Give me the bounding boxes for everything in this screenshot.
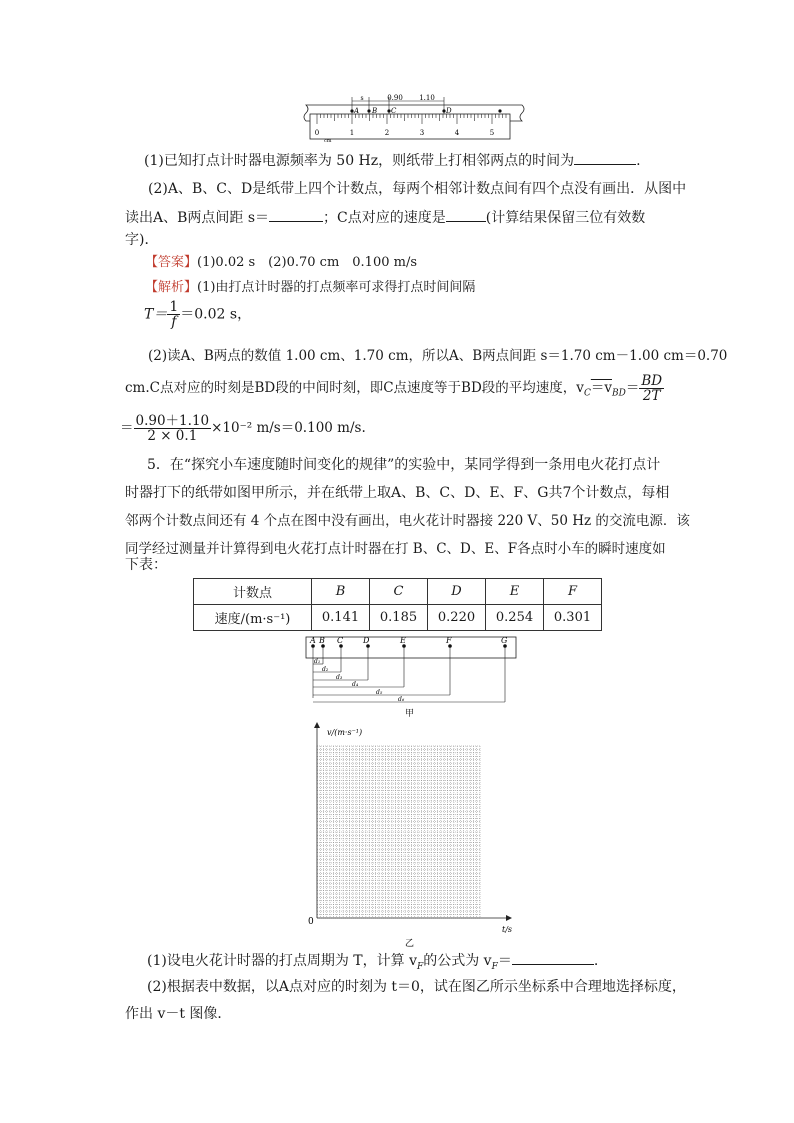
dim-label-110: 1.10 — [419, 94, 435, 102]
tape-label-d: D — [363, 636, 370, 645]
ruler-number-3: 3 — [419, 129, 425, 137]
p4-q1: (1)已知打点计时器电源频率为 50 Hz，则纸带上打相邻两点的时间为 . — [144, 150, 641, 171]
calc-eq: ＝ — [120, 420, 134, 436]
table-speed-row — [194, 605, 602, 631]
p5-line3-text: 邻两个计数点间还有 4 个点在图中没有画出，电火花计时器接 220 V、50 Hz 的交流电源．该 — [125, 513, 690, 529]
formula-T-left: T＝ — [144, 306, 168, 323]
p4-q2-line3 — [125, 230, 158, 250]
p4-q2-line1 — [148, 179, 686, 199]
table-speed-d: 0.220 — [428, 605, 486, 631]
tape-d4: d₄ — [352, 681, 359, 688]
calc-frac — [134, 414, 212, 443]
p4-analysis-line4 — [125, 374, 664, 403]
tape-point-extra — [498, 109, 501, 112]
analysis-line4-eq2: ＝ — [625, 380, 640, 396]
p4-q1-text: (1)已知打点计时器电源频率为 50 Hz，则纸带上打相邻两点的时间为 — [144, 153, 575, 169]
table-header-row — [194, 579, 602, 605]
p5-line4-text: 同学经过测量并计算得到电火花打点计时器在打 B、C、D、E、F各点时小车的瞬时速度如 — [125, 541, 666, 557]
frac-bd-num: BD — [641, 373, 663, 389]
frac-bd — [639, 374, 664, 403]
ruler-number-1: 1 — [349, 129, 355, 137]
ruler-body — [310, 114, 510, 139]
p5-q1a: (1)设电火花计时器的打点周期为 T，计算 v — [147, 953, 417, 969]
ruler-point-label-c: C — [391, 107, 397, 115]
ruler-number-2: 2 — [384, 129, 390, 137]
ruler-figure — [300, 92, 532, 144]
p5-q2-line1 — [147, 977, 686, 997]
graph-xlabel: t/s — [502, 925, 513, 934]
analysis-line4-eq: ＝v — [590, 380, 612, 396]
tape-label-c: C — [337, 636, 344, 645]
table-point-b: B — [312, 579, 370, 605]
p4-calc — [120, 414, 366, 443]
dim-label-090: 0.90 — [387, 94, 403, 102]
graph-ylabel: v/(m·s⁻¹) — [327, 728, 363, 737]
graph-origin: 0 — [308, 917, 314, 927]
p5-q1b: 的公式为 v — [423, 953, 492, 969]
tape-label-f: F — [446, 636, 452, 645]
tape-point-b — [367, 109, 370, 112]
tape-d3: d₃ — [336, 674, 343, 681]
formula-T-den: f — [171, 314, 177, 330]
analysis-line4-sub: C — [583, 388, 591, 399]
analysis-line1-text: (1)由打点计时器的打点频率可求得打点时间间隔 — [197, 280, 476, 295]
tape-label-a: A — [310, 636, 316, 645]
p5-q2-line2-text: 作出 v－t 图像． — [125, 1006, 232, 1022]
p5-q1 — [147, 950, 598, 975]
ruler-number-5: 5 — [489, 129, 495, 137]
p4-q2-line1-text: (2)A、B、C、D是纸带上四个计数点，每两个相邻计数点间有四个点没有画出．从图中 — [148, 181, 687, 197]
analysis-line4-text: cm.C点对应的时刻是BD段的中间时刻，即C点速度等于BD段的平均速度，v — [125, 380, 584, 396]
p4-q2-line3-text: 字)． — [125, 232, 159, 248]
p4-answer — [145, 253, 417, 273]
p4-analysis-line3 — [148, 346, 727, 366]
tape-label-b: B — [319, 636, 325, 645]
p5-q1-end: . — [593, 953, 599, 969]
ruler-number-0: 0 — [314, 129, 320, 137]
p4-q1-answer-blank[interactable] — [574, 150, 636, 165]
p5-q1-sub: F — [416, 961, 424, 972]
ruler-point-label-a: A — [354, 107, 360, 115]
p4-q2-line2c: (计算结果保留三位有效数 — [485, 210, 646, 226]
analysis-tag: 【解析】 — [145, 280, 198, 295]
calc-num: 0.90＋1.10 — [135, 413, 210, 429]
graph-caption: 乙 — [405, 939, 415, 949]
answer-text: (1)0.02 s (2)0.70 cm 0.100 m/s — [197, 255, 418, 270]
answer-tag: 【答案】 — [145, 255, 198, 270]
p4-formula-T — [144, 300, 251, 329]
vt-graph — [300, 718, 520, 950]
table-speed-c: 0.185 — [370, 605, 428, 631]
frac-bd-den: 2T — [642, 388, 661, 404]
table-point-f: F — [544, 579, 602, 605]
ruler-unit: cm — [324, 138, 332, 144]
ruler-point-label-d: D — [446, 107, 452, 115]
p5-line1 — [147, 455, 660, 475]
p5-line3 — [125, 511, 690, 531]
p4-q2-line2b: ；C点对应的速度是 — [323, 210, 446, 226]
p4-analysis-line1 — [145, 278, 475, 298]
tape-label-e: E — [400, 636, 406, 645]
p4-vc-blank[interactable] — [446, 207, 486, 222]
p4-q2-line2a: 读出A、B两点间距 s＝ — [125, 210, 270, 226]
p5-q2-line2 — [125, 1004, 231, 1024]
tape-caption: 甲 — [405, 709, 415, 719]
y-axis-arrow — [314, 722, 320, 728]
ruler-number-4: 4 — [454, 129, 460, 137]
analysis-line3-text: (2)读A、B两点的数值 1.00 cm、1.70 cm，所以A、B两点间距 s＝1.70 cm－1.00 cm＝0.70 — [148, 348, 728, 364]
table-header-label: 计数点 — [194, 579, 312, 605]
formula-T-right: ＝0.02 s， — [180, 306, 252, 323]
tape-label-g: G — [501, 636, 508, 645]
table-speed-e: 0.254 — [486, 605, 544, 631]
p5-line4 — [125, 539, 666, 559]
p4-s-blank[interactable] — [269, 207, 323, 222]
ruler-point-label-b: B — [372, 107, 378, 115]
tape-d5: d₅ — [376, 689, 383, 696]
p4-q2-line2 — [125, 207, 645, 228]
formula-T-num: 1 — [169, 299, 179, 315]
table-point-c: C — [370, 579, 428, 605]
p5-q2-line1-text: (2)根据表中数据，以A点对应的时刻为 t＝0，试在图乙所示坐标系中合理地选择标度， — [147, 979, 686, 995]
table-speed-f: 0.301 — [544, 605, 602, 631]
tape-d1: d₁ — [314, 658, 321, 665]
p5-line5 — [125, 555, 167, 575]
p5-line5-text: 下表： — [125, 557, 167, 573]
p5-vf-blank[interactable] — [512, 950, 594, 965]
dim-label-s: s — [360, 95, 364, 102]
calc-rest: ×10⁻² m/s＝0.100 m/s. — [211, 420, 366, 436]
p5-line2 — [125, 483, 669, 503]
analysis-line4-sub2: BD — [611, 388, 626, 399]
p5-q1c: ＝ — [497, 953, 512, 969]
table-row-label: 速度/(m·s⁻¹) — [194, 605, 312, 631]
p5-line2-text: 时器打下的纸带如图甲所示，并在纸带上取A、B、C、D、E、F、G共7个计数点，每相 — [125, 485, 670, 501]
p5-line1-text: 5．在“探究小车速度随时间变化的规律”的实验中，某同学得到一条用电火花打点计 — [147, 457, 661, 473]
tape-d2: d₂ — [322, 666, 329, 673]
table-speed-b: 0.141 — [312, 605, 370, 631]
speed-table — [193, 578, 602, 631]
x-axis-arrow — [506, 915, 512, 921]
tape-d6: d₆ — [398, 696, 405, 703]
table-point-d: D — [428, 579, 486, 605]
tape-figure — [300, 632, 525, 722]
formula-T-frac — [167, 300, 180, 329]
table-point-e: E — [486, 579, 544, 605]
p5-q1-sub2: F — [491, 961, 498, 972]
calc-den: 2 × 0.1 — [147, 428, 198, 444]
